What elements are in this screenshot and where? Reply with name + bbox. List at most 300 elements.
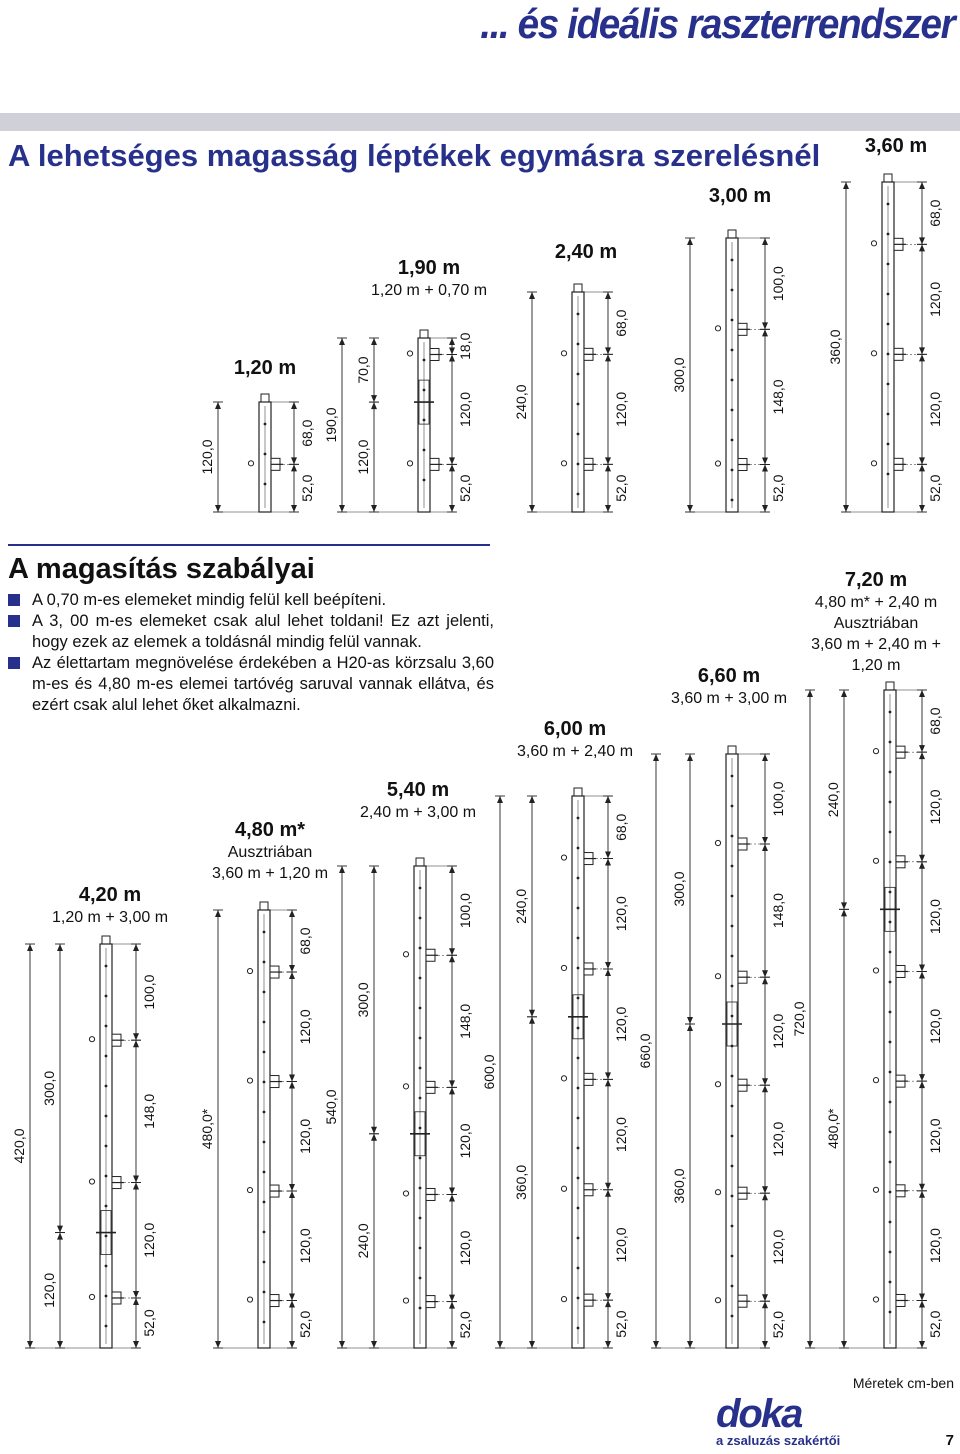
bottom-5-hole	[889, 711, 892, 714]
bottom-3-dim-segment-arrow-down	[605, 1183, 611, 1190]
bottom-2-hole	[419, 917, 422, 920]
top-1-dim-segment-arrow-down	[449, 347, 455, 354]
top-1-lifting-hook-icon	[420, 330, 428, 338]
bottom-4-hole	[731, 1015, 734, 1018]
bottom-0-hole	[105, 1115, 108, 1118]
bottom-0-dim-total-arrow-up	[27, 944, 33, 951]
bottom-2-dim-segment-arrow-down	[449, 1080, 455, 1087]
bottom-4-hole	[731, 1195, 734, 1198]
bottom-3-waler-pin-icon	[561, 965, 566, 970]
logo-text: doka	[716, 1398, 802, 1432]
bottom-5-hole	[889, 1251, 892, 1254]
bottom-5-dim-segment-arrow-up	[919, 1191, 925, 1198]
bottom-0-dim-element-label: 120,0	[41, 1272, 57, 1308]
top-3-dim-segment-label: 148,0	[770, 379, 786, 415]
bottom-4-dim-segment-arrow-up	[762, 1085, 768, 1092]
top-2-waler-pin-icon	[561, 351, 566, 356]
top-2-dim-segment-label: 52,0	[613, 474, 629, 502]
bottom-3-dim-total-arrow-down	[497, 1341, 503, 1348]
bottom-3-dim-segment-label: 68,0	[613, 813, 629, 841]
top-1-hole	[423, 449, 426, 452]
bottom-1-hole	[263, 961, 266, 964]
bottom-3-hole	[577, 1327, 580, 1330]
top-0-hole	[264, 453, 267, 456]
bottom-4-hole	[731, 1105, 734, 1108]
bottom-4-hole	[731, 955, 734, 958]
bottom-4-dim-segment-arrow-up	[762, 844, 768, 851]
top-4-hole	[887, 293, 890, 296]
top-2-dim-total-label: 240,0	[513, 384, 529, 420]
bottom-5-dim-element-label: 240,0	[825, 782, 841, 818]
bottom-4-hole	[731, 805, 734, 808]
bottom-3-dim-segment-arrow-down	[605, 962, 611, 969]
top-1-dim-segment-label: 18,0	[457, 332, 473, 360]
bottom-2-waler-pin-icon	[403, 1298, 408, 1303]
bottom-4-dim-segment-arrow-up	[762, 1193, 768, 1200]
bottom-1-hole	[263, 1111, 266, 1114]
bottom-1-waler-pin-icon	[247, 968, 252, 973]
bottom-2-dim-segment-label: 120,0	[457, 1230, 473, 1266]
bottom-2-hole	[419, 977, 422, 980]
bottom-2-hole	[419, 1247, 422, 1250]
bottom-5-hole	[889, 891, 892, 894]
top-3-dim-segment-arrow-down	[762, 505, 768, 512]
top-1-dim-total-label: 190,0	[323, 407, 339, 443]
config-label-480: 4,80 m* Ausztriában 3,60 m + 1,20 m	[211, 819, 329, 882]
bottom-2-waler-pin-icon	[403, 1191, 408, 1196]
config-label-540: 5,40 m 2,40 m + 3,00 m	[359, 779, 477, 821]
bottom-0-hole	[105, 1145, 108, 1148]
bottom-0-hole	[105, 965, 108, 968]
top-3-dim-segment-arrow-up	[762, 465, 768, 472]
top-3-dim-segment-label: 100,0	[770, 266, 786, 302]
top-4-dim-segment-label: 120,0	[927, 391, 943, 427]
top-3-dim-segment-arrow-down	[762, 322, 768, 329]
top-0-dim-segment-label: 68,0	[299, 419, 315, 447]
bottom-1-waler-pin-icon	[247, 1078, 252, 1083]
bottom-2-dim-element-arrow-down	[371, 1127, 377, 1134]
bottom-3-hole	[577, 1087, 580, 1090]
top-3-hole	[731, 289, 734, 292]
bottom-3-hole	[577, 817, 580, 820]
bottom-2-dim-segment-arrow-down	[449, 1187, 455, 1194]
top-4-dim-segment-arrow-down	[919, 457, 925, 464]
bottom-0-dim-element-arrow-up	[57, 1233, 63, 1240]
bottom-4-waler-pin-icon	[715, 1298, 720, 1303]
bottom-2-hole	[419, 1037, 422, 1040]
bottom-5-hole	[889, 1071, 892, 1074]
bottom-0-hole	[105, 1205, 108, 1208]
bottom-4-dim-segment-label: 52,0	[770, 1310, 786, 1339]
config-label-360: 3,60 m	[864, 135, 928, 157]
bottom-3-hole	[577, 1297, 580, 1300]
bottom-1-hole	[263, 1171, 266, 1174]
bottom-0-dim-total-label: 420,0	[11, 1128, 27, 1164]
bottom-2-waler-pin-icon	[403, 952, 408, 957]
bottom-1-hole	[263, 931, 266, 934]
top-1-dim-element-arrow-down	[371, 395, 377, 402]
config-label-240: 2,40 m	[554, 241, 618, 263]
bottom-5-waler-pin-icon	[873, 968, 878, 973]
bottom-2-dim-segment-label: 100,0	[457, 893, 473, 929]
bottom-1-hole	[263, 1081, 266, 1084]
bottom-4-waler-pin-icon	[715, 1190, 720, 1195]
bottom-1-hole	[263, 991, 266, 994]
bottom-1-dim-segment-arrow-down	[289, 1184, 295, 1191]
bottom-5-dim-element-arrow-down	[841, 902, 847, 909]
top-4-dim-segment-arrow-up	[919, 354, 925, 361]
bottom-2-dim-segment-arrow-up	[449, 866, 455, 873]
bottom-3-dim-segment-arrow-down	[605, 1341, 611, 1348]
bottom-3-hole	[577, 1147, 580, 1150]
bottom-2-hole	[419, 1127, 422, 1130]
top-4-dim-segment-label: 68,0	[927, 199, 943, 227]
bottom-0-hole	[105, 1265, 108, 1268]
bottom-5-dim-segment-arrow-down	[919, 964, 925, 971]
units-note: Méretek cm-ben	[852, 1375, 954, 1391]
top-1-dim-segment-label: 120,0	[457, 391, 473, 427]
top-1-dim-segment-arrow-up	[449, 464, 455, 471]
bottom-5-hole	[889, 921, 892, 924]
bottom-1-dim-segment-arrow-up	[289, 1191, 295, 1198]
top-2-dim-total-arrow-down	[529, 505, 535, 512]
config-label-660: 6,60 m 3,60 m + 3,00 m	[670, 665, 788, 707]
top-2-hole	[577, 493, 580, 496]
bottom-1-dim-total-label: 480,0*	[199, 1108, 215, 1150]
top-0-dim-total-label: 120,0	[199, 439, 215, 475]
bottom-3-hole	[577, 1027, 580, 1030]
rule-item: Az élettartam megnövelése érdekében a H20-as körzsalu 3,60 m-es és 4,80 m-es elemei tartóvég saruval vannak ellátva, és ezért csak alul lehet őket alkalmazni.	[8, 653, 494, 716]
bottom-5-dim-segment-label: 120,0	[927, 789, 943, 825]
bottom-5-dim-segment-arrow-up	[919, 862, 925, 869]
top-1-dim-total-arrow-down	[339, 505, 345, 512]
bottom-4-hole	[731, 865, 734, 868]
bottom-2-dim-element-arrow-up	[371, 866, 377, 873]
bottom-2-dim-segment-label: 52,0	[457, 1311, 473, 1339]
bottom-0-waler-pin-icon	[89, 1037, 94, 1042]
bottom-2-dim-element-label: 240,0	[355, 1223, 371, 1259]
bottom-1-dim-total-arrow-up	[215, 910, 221, 917]
top-1-dim-element-arrow-up	[371, 402, 377, 409]
top-1-dim-segment-label: 52,0	[457, 474, 473, 502]
bottom-5-hole	[889, 1011, 892, 1014]
bottom-3-dim-segment-label: 120,0	[613, 896, 629, 932]
bottom-1-hole	[263, 1291, 266, 1294]
bottom-3-dim-element-arrow-down	[529, 1010, 535, 1017]
bottom-1-waler-pin-icon	[247, 1297, 252, 1302]
top-4-hole	[887, 473, 890, 476]
top-0-dim-total-arrow-up	[215, 402, 221, 409]
bottom-3-dim-element-arrow-down	[529, 1341, 535, 1348]
top-3-hole	[731, 439, 734, 442]
bottom-0-hole	[105, 995, 108, 998]
bottom-3-dim-element-arrow-up	[529, 796, 535, 803]
bottom-5-hole	[889, 1131, 892, 1134]
bottom-4-hole	[731, 1225, 734, 1228]
top-2-dim-segment-arrow-up	[605, 354, 611, 361]
top-4-dim-total-label: 360,0	[827, 329, 843, 365]
bottom-5-dim-segment-arrow-down	[919, 1341, 925, 1348]
bottom-4-lifting-hook-icon	[728, 746, 736, 754]
bottom-0-dim-segment-arrow-down	[133, 1291, 139, 1298]
top-2-dim-segment-label: 68,0	[613, 309, 629, 337]
bottom-5-dim-segment-arrow-down	[919, 855, 925, 862]
bottom-4-dim-total-arrow-down	[653, 1341, 659, 1348]
top-1-dim-segment-arrow-up	[449, 354, 455, 361]
top-4-hole	[887, 233, 890, 236]
bottom-3-hole	[577, 907, 580, 910]
bottom-4-dim-total-arrow-up	[653, 754, 659, 761]
top-1-dim-segment-arrow-down	[449, 505, 455, 512]
bottom-0-dim-segment-arrow-down	[133, 1341, 139, 1348]
top-3-dim-total-arrow-up	[687, 238, 693, 245]
rule-item: A 0,70 m-es elemeket mindig felül kell beépíteni.	[8, 590, 494, 611]
bottom-5-dim-segment-label: 120,0	[927, 1118, 943, 1154]
top-4-hole	[887, 413, 890, 416]
bottom-0-hole	[105, 1085, 108, 1088]
bottom-3-hole	[577, 847, 580, 850]
bottom-4-dim-element-label: 300,0	[671, 871, 687, 907]
bottom-4-dim-total-label: 660,0	[637, 1033, 653, 1069]
bottom-5-dim-total-arrow-up	[807, 690, 813, 697]
bottom-1-waler-pin-icon	[247, 1187, 252, 1192]
doka-logo	[716, 1398, 852, 1432]
bottom-5-hole	[889, 981, 892, 984]
bottom-2-hole	[419, 1307, 422, 1310]
bottom-4-hole	[731, 1285, 734, 1288]
bottom-1-lifting-hook-icon	[260, 902, 268, 910]
bottom-0-dim-segment-arrow-down	[133, 1033, 139, 1040]
top-2-hole	[577, 403, 580, 406]
bottom-0-dim-segment-label: 100,0	[141, 974, 157, 1010]
bottom-4-hole	[731, 985, 734, 988]
top-0-dim-segment-label: 52,0	[299, 474, 315, 502]
bottom-5-dim-total-label: 720,0	[791, 1001, 807, 1037]
bottom-4-hole	[731, 1075, 734, 1078]
bottom-1-hole	[263, 1201, 266, 1204]
logo-slogan: a zsaluzás szakértői	[716, 1433, 841, 1448]
bottom-2-hole	[419, 1097, 422, 1100]
top-4-dim-segment-label: 52,0	[927, 474, 943, 502]
top-4-dim-segment-arrow-up	[919, 464, 925, 471]
bottom-3-lifting-hook-icon	[574, 788, 582, 796]
bottom-4-dim-element-arrow-down	[687, 1017, 693, 1024]
bottom-3-hole	[577, 877, 580, 880]
bottom-3-dim-segment-arrow-up	[605, 1300, 611, 1307]
bottom-5-waler-pin-icon	[873, 749, 878, 754]
bottom-2-hole	[419, 1217, 422, 1220]
bottom-4-dim-element-arrow-down	[687, 1341, 693, 1348]
bottom-2-dim-segment-arrow-up	[449, 1194, 455, 1201]
bottom-5-hole	[889, 1101, 892, 1104]
bottom-0-hole	[105, 1025, 108, 1028]
top-3-lifting-hook-icon	[728, 230, 736, 238]
bottom-0-dim-total-arrow-down	[27, 1341, 33, 1348]
bottom-4-dim-segment-arrow-down	[762, 1294, 768, 1301]
section-title-heights: A lehetséges magasság léptékek egymásra szerelésnél	[8, 138, 821, 173]
top-4-waler-pin-icon	[871, 241, 876, 246]
bottom-5-waler-pin-icon	[873, 1297, 878, 1302]
bottom-0-hole	[105, 1235, 108, 1238]
bottom-0-waler-pin-icon	[89, 1179, 94, 1184]
bottom-2-hole	[419, 1157, 422, 1160]
bottom-3-dim-total-label: 600,0	[481, 1054, 497, 1090]
top-3-dim-total-arrow-down	[687, 505, 693, 512]
top-2-dim-segment-label: 120,0	[613, 391, 629, 427]
config-label-420: 4,20 m 1,20 m + 3,00 m	[51, 884, 169, 926]
top-4-dim-segment-arrow-down	[919, 505, 925, 512]
top-0-lifting-hook-icon	[261, 394, 269, 402]
top-1-dim-element-arrow-down	[371, 505, 377, 512]
bottom-0-dim-element-label: 300,0	[41, 1070, 57, 1106]
top-1-dim-segment-arrow-down	[449, 457, 455, 464]
bottom-0-dim-segment-label: 120,0	[141, 1222, 157, 1258]
bottom-3-hole	[577, 1057, 580, 1060]
bottom-4-hole	[731, 1255, 734, 1258]
bottom-1-dim-segment-arrow-up	[289, 1082, 295, 1089]
top-2-hole	[577, 313, 580, 316]
bottom-5-hole	[889, 1191, 892, 1194]
top-4-dim-segment-arrow-up	[919, 182, 925, 189]
top-3-hole	[731, 259, 734, 262]
bottom-4-hole	[731, 1315, 734, 1318]
bottom-5-dim-segment-arrow-up	[919, 971, 925, 978]
bottom-4-dim-element-label: 360,0	[671, 1168, 687, 1204]
bottom-3-dim-segment-label: 120,0	[613, 1006, 629, 1042]
bottom-1-dim-segment-label: 120,0	[297, 1009, 313, 1045]
top-4-lifting-hook-icon	[884, 174, 892, 182]
bottom-1-hole	[263, 1261, 266, 1264]
bottom-5-dim-segment-arrow-up	[919, 752, 925, 759]
top-2-lifting-hook-icon	[574, 284, 582, 292]
top-4-dim-total-arrow-up	[843, 182, 849, 189]
top-1-dim-element-label: 120,0	[355, 439, 371, 475]
bottom-3-waler-pin-icon	[561, 1186, 566, 1191]
bottom-0-hole	[105, 1325, 108, 1328]
bottom-4-dim-element-arrow-up	[687, 1024, 693, 1031]
rule-item: A 3, 00 m-es elemeket csak alul lehet toldani! Ez azt jelenti, hogy ezek az elemek a toldásnál mindig felül vannak.	[8, 611, 494, 653]
bottom-3-dim-segment-arrow-up	[605, 1079, 611, 1086]
bottom-5-dim-segment-arrow-down	[919, 1184, 925, 1191]
bottom-4-dim-segment-label: 120,0	[770, 1229, 786, 1265]
bottom-5-dim-segment-arrow-up	[919, 690, 925, 697]
bottom-3-hole	[577, 1207, 580, 1210]
bottom-2-hole	[419, 1187, 422, 1190]
bottom-4-waler-pin-icon	[715, 974, 720, 979]
top-3-hole	[731, 319, 734, 322]
top-1-dim-total-arrow-up	[339, 338, 345, 345]
page-number: 7	[945, 1432, 954, 1449]
bottom-1-dim-segment-label: 68,0	[297, 927, 313, 955]
bottom-4-dim-segment-arrow-up	[762, 977, 768, 984]
bottom-3-dim-element-label: 240,0	[513, 888, 529, 924]
top-2-hole	[577, 373, 580, 376]
bottom-2-hole	[419, 1277, 422, 1280]
config-label-120: 1,20 m	[233, 357, 297, 379]
bottom-3-hole	[577, 1267, 580, 1270]
bottom-2-hole	[419, 1007, 422, 1010]
bottom-0-dim-segment-arrow-up	[133, 1040, 139, 1047]
bottom-5-hole	[889, 1311, 892, 1314]
bottom-5-dim-element-arrow-up	[841, 690, 847, 697]
top-4-hole	[887, 323, 890, 326]
bottom-4-dim-segment-label: 100,0	[770, 781, 786, 817]
bottom-4-waler-pin-icon	[715, 840, 720, 845]
top-4-dim-segment-arrow-down	[919, 237, 925, 244]
top-0-dim-segment-arrow-down	[291, 505, 297, 512]
bottom-0-hole	[105, 1295, 108, 1298]
bottom-1-dim-segment-arrow-down	[289, 1294, 295, 1301]
bottom-5-dim-segment-label: 120,0	[927, 1008, 943, 1044]
bottom-5-waler-pin-icon	[873, 1078, 878, 1083]
bottom-2-hole	[419, 947, 422, 950]
bottom-2-dim-segment-arrow-up	[449, 955, 455, 962]
bottom-1-dim-total-arrow-down	[215, 1341, 221, 1348]
bottom-3-dim-total-arrow-up	[497, 796, 503, 803]
top-2-dim-segment-arrow-down	[605, 505, 611, 512]
top-4-hole	[887, 443, 890, 446]
bottom-3-dim-segment-arrow-up	[605, 859, 611, 866]
top-2-hole	[577, 433, 580, 436]
bottom-0-dim-segment-arrow-up	[133, 1298, 139, 1305]
top-3-hole	[731, 379, 734, 382]
bottom-1-hole	[263, 1321, 266, 1324]
top-3-dim-segment-arrow-down	[762, 458, 768, 465]
bottom-1-hole	[263, 1141, 266, 1144]
bottom-4-dim-segment-label: 148,0	[770, 893, 786, 929]
top-1-waler-pin-icon	[407, 461, 412, 466]
top-1-dim-segment-arrow-up	[449, 338, 455, 345]
top-0-hole	[264, 483, 267, 486]
top-2-hole	[577, 343, 580, 346]
bottom-5-hole	[889, 951, 892, 954]
top-1-hole	[423, 359, 426, 362]
bottom-3-dim-segment-arrow-up	[605, 796, 611, 803]
bottom-3-dim-segment-label: 120,0	[613, 1227, 629, 1263]
top-1-hole	[423, 389, 426, 392]
bottom-5-dim-element-arrow-up	[841, 909, 847, 916]
bottom-3-dim-segment-label: 120,0	[613, 1117, 629, 1153]
top-3-dim-segment-arrow-up	[762, 329, 768, 336]
bottom-5-dim-element-label: 480,0*	[825, 1108, 841, 1149]
top-0-dim-segment-arrow-down	[291, 457, 297, 464]
bottom-5-hole	[889, 1221, 892, 1224]
bottom-4-dim-element-arrow-up	[687, 754, 693, 761]
top-3-hole	[731, 469, 734, 472]
bottom-2-hole	[419, 1067, 422, 1070]
bottom-2-dim-total-arrow-down	[339, 1341, 345, 1348]
config-label-600: 6,00 m 3,60 m + 2,40 m	[516, 718, 634, 760]
bottom-4-hole	[731, 835, 734, 838]
bottom-2-dim-total-label: 540,0	[323, 1089, 339, 1125]
top-4-hole	[887, 263, 890, 266]
bottom-1-hole	[263, 1021, 266, 1024]
bottom-4-hole	[731, 925, 734, 928]
bottom-4-hole	[731, 775, 734, 778]
bottom-5-waler-pin-icon	[873, 1187, 878, 1192]
bottom-0-dim-segment-arrow-up	[133, 1183, 139, 1190]
config-label-720: 7,20 m 4,80 m* + 2,40 m Ausztriában 3,60 m + 2,40 m + 1,20 m	[811, 569, 941, 674]
bottom-4-dim-segment-arrow-up	[762, 754, 768, 761]
bottom-4-dim-segment-label: 120,0	[770, 1121, 786, 1157]
bottom-3-dim-element-arrow-up	[529, 1017, 535, 1024]
bottom-0-dim-segment-arrow-down	[133, 1176, 139, 1183]
bottom-1-dim-segment-arrow-up	[289, 910, 295, 917]
bottom-1-dim-segment-arrow-down	[289, 1075, 295, 1082]
bottom-1-dim-segment-label: 120,0	[297, 1228, 313, 1264]
top-1-hole	[423, 479, 426, 482]
bottom-2-dim-element-arrow-up	[371, 1134, 377, 1141]
